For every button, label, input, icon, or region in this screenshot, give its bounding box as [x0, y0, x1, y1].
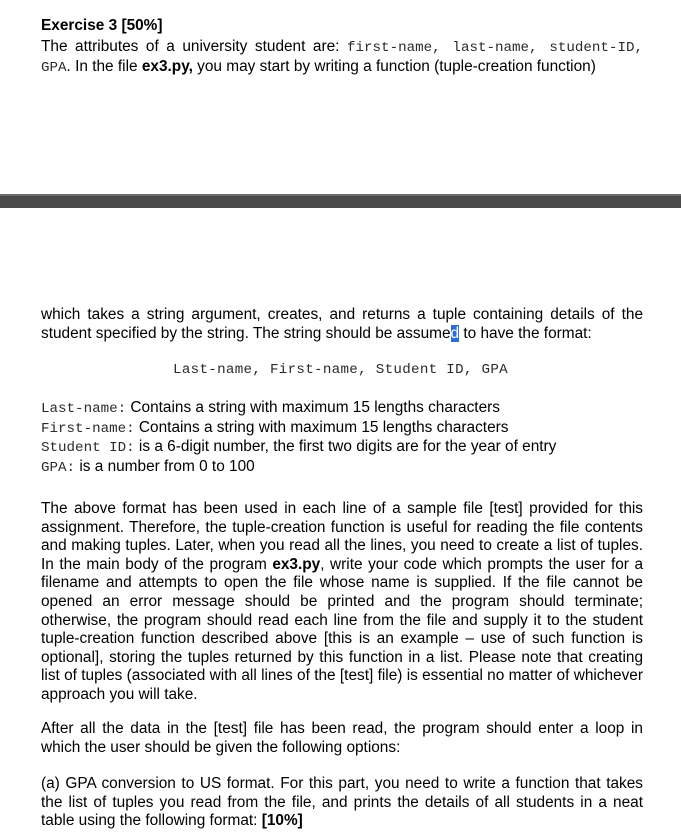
- field-definitions: [41, 399, 643, 477]
- field-name: First-name:: [41, 420, 135, 437]
- field-description: is a 6-digit number, the first two digits are for the year of entry: [134, 438, 557, 456]
- field-description: Contains a string with maximum 15 lengths characters: [126, 399, 500, 416]
- p3-text-1: The above format has been used in each line of a sample file [test] provided for this assignment. Therefore, the tuple-creation function is useful for reading the file contents and making tuples. Later, when you read all the lines, you need to create a list of tuples. In the main body of the program: [41, 500, 643, 573]
- intro-code-attributes: first-name, last-name, student-ID,: [347, 40, 643, 56]
- field-description: is a number from 0 to 100: [75, 457, 255, 475]
- intro-paragraph: [41, 38, 643, 77]
- intro-filename: ex3.py,: [141, 57, 193, 75]
- option-a-weight: [10%]: [261, 812, 303, 830]
- exercise-title: Exercise 3 [50%]: [41, 17, 163, 34]
- field-name: Student ID:: [41, 440, 135, 457]
- field-definition-row: [41, 458, 643, 478]
- field-description: Contains a string with maximum 15 lengths characters: [134, 418, 509, 436]
- field-definition-row: [41, 399, 643, 419]
- intro-text-2: . In the file: [66, 57, 142, 75]
- field-name: GPA:: [41, 459, 76, 476]
- page-separator-bar: [0, 194, 681, 208]
- option-a-paragraph: [41, 775, 643, 831]
- p3-filename: ex3.py: [272, 555, 321, 573]
- p3-text-2: , write your code which prompts the user for a filename and attempts to open the file whose name is supplied. If the file cannot be opened an error message should be printed and the program should terminate; otherwise, the program should read each line from the file and supply it to the student tuple-creation function described above [this is an example – use of such function is optional], storing the tuples returned by this function in a list. Please note that creating list of tuples (associated with all lines of the [test] file) is essential no matter of whichever approach you will take.: [41, 555, 644, 703]
- format-intro-paragraph: [41, 306, 643, 343]
- field-name: Last-name:: [41, 401, 127, 417]
- intro-text-3: you may start by writing a function (tuple-creation function): [192, 57, 596, 75]
- intro-code-gpa: GPA: [41, 59, 67, 76]
- intro-text-1: The attributes of a university student are:: [41, 38, 347, 55]
- p2-text-2: to have the format:: [459, 324, 592, 342]
- p2-text-1: which takes a string argument, creates, and returns a tuple containing details of the student specified by the string. The string should be assume: [41, 306, 643, 342]
- instructions-paragraph: [41, 500, 643, 705]
- field-definition-row: [41, 419, 643, 439]
- menu-loop-paragraph: After all the data in the [test] file has been read, the program should enter a loop in which the user should be given the following options:: [41, 720, 643, 756]
- text-cursor-highlight: d: [450, 324, 460, 342]
- format-line: [0, 360, 681, 380]
- p5-text: (a) GPA conversion to US format. For this part, you need to write a function that takes the list of tuples you read from the file, and prints the details of all students in a neat table using the following format:: [41, 775, 643, 830]
- format-code: Last-name, First-name, Student ID, GPA: [173, 362, 508, 378]
- field-definition-row: [41, 438, 643, 458]
